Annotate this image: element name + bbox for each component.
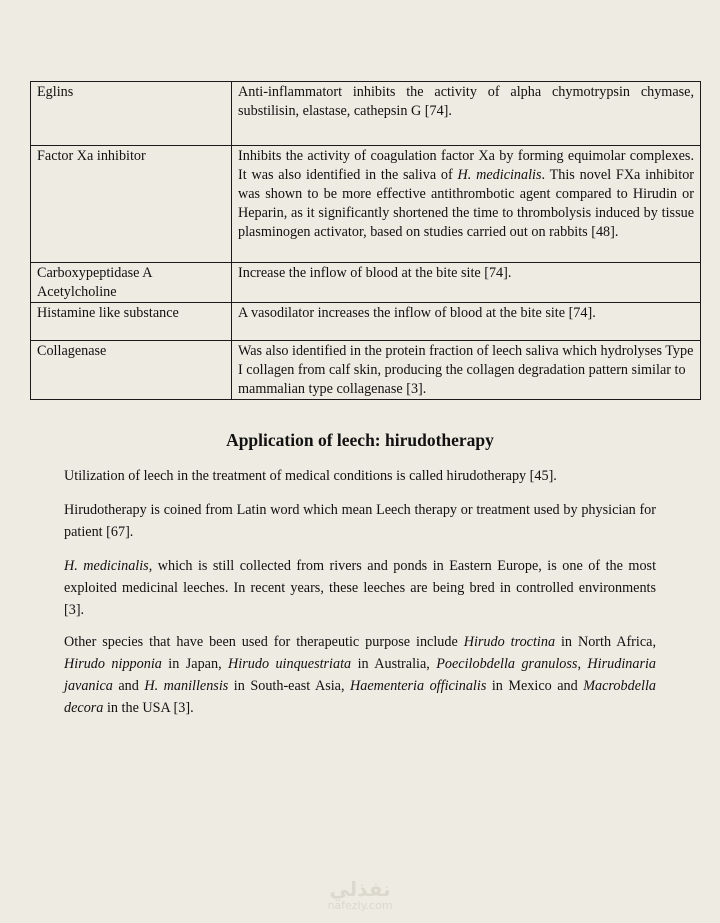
paragraph-etymology: Hirudotherapy is coined from Latin word which mean Leech therapy or treatment used by physician for patient [67]. <box>64 502 656 540</box>
species-name: Hirudinaria javanica <box>64 656 657 694</box>
table-row <box>31 82 701 146</box>
species-name: H. medicinalis <box>457 167 542 183</box>
species-name: H. medicinalis <box>64 558 149 574</box>
table-row <box>31 303 701 341</box>
component-name: Factor Xa inhibitor <box>31 146 232 263</box>
watermark-logo <box>300 878 420 912</box>
component-name: Collagenase <box>31 341 232 400</box>
paragraph-h-medicinalis: H. medicinalis, which is still collected from rivers and ponds in Eastern Europe, is one of the most exploited medicinal leeches. In recent years, these leeches are being bred in controlled environments [3]. <box>64 558 657 618</box>
species-name: Hirudo uinquestriata <box>228 656 352 672</box>
component-description: Inhibits the activity of coagulation factor Xa by forming equimolar complexes. It was also identified in the saliva of H. medicinalis. This novel FXa inhibitor was shown to be more effective antithrombotic agent compared to Hirudin or Heparin, as it significantly shortened the time to thrombolysis induced by tissue plasminogen activator, based on studies carried out on rabbits [48]. <box>232 146 701 263</box>
component-name: Carboxypeptidase A Acetylcholine <box>31 263 232 303</box>
species-name: Macrobdella decora <box>64 678 656 716</box>
table-row <box>31 341 701 400</box>
component-description: A vasodilator increases the inflow of blood at the bite site [74]. <box>232 303 701 341</box>
component-description: Increase the inflow of blood at the bite site [74]. <box>232 263 701 303</box>
species-name: Hirudo nipponia <box>64 656 162 672</box>
watermark-arabic: نفذلي <box>329 877 391 901</box>
species-name: Haementeria officinalis <box>350 678 487 694</box>
species-name: Hirudo troctina <box>463 634 556 650</box>
paragraph-definition: Utilization of leech in the treatment of medical conditions is called hirudotherapy [45]. <box>64 468 557 484</box>
table-row <box>31 263 701 303</box>
species-name: H. manillensis <box>144 678 229 694</box>
component-description: Was also identified in the protein fraction of leech saliva which hydrolyses Type I collagen from calf skin, producing the collagen degradation pattern similar to mammalian type collagenase [3]. <box>232 341 701 400</box>
component-name: Eglins <box>31 82 232 146</box>
component-name: Histamine like substance <box>31 303 232 341</box>
component-description: Anti-inflammatort inhibits the activity of alpha chymotrypsin chymase, substilisin, elastase, cathepsin G [74]. <box>232 82 701 146</box>
paragraph-other-species: Other species that have been used for therapeutic purpose include Hirudo troctina in North Africa, Hirudo nipponia in Japan, Hirudo uinquestriata in Australia, Poecilobdella granuloss, Hirudinaria javanica and H. manillensis in South-east Asia, Haementeria officinalis in Mexico and Macrobdella decora in the USA [3]. <box>64 634 657 716</box>
leech-saliva-components-table <box>30 81 701 400</box>
watermark-url: nafezly.com <box>327 899 393 912</box>
species-name: Poecilobdella granuloss <box>436 656 578 672</box>
section-heading: Application of leech: hirudotherapy <box>226 430 494 450</box>
table-row <box>31 146 701 263</box>
